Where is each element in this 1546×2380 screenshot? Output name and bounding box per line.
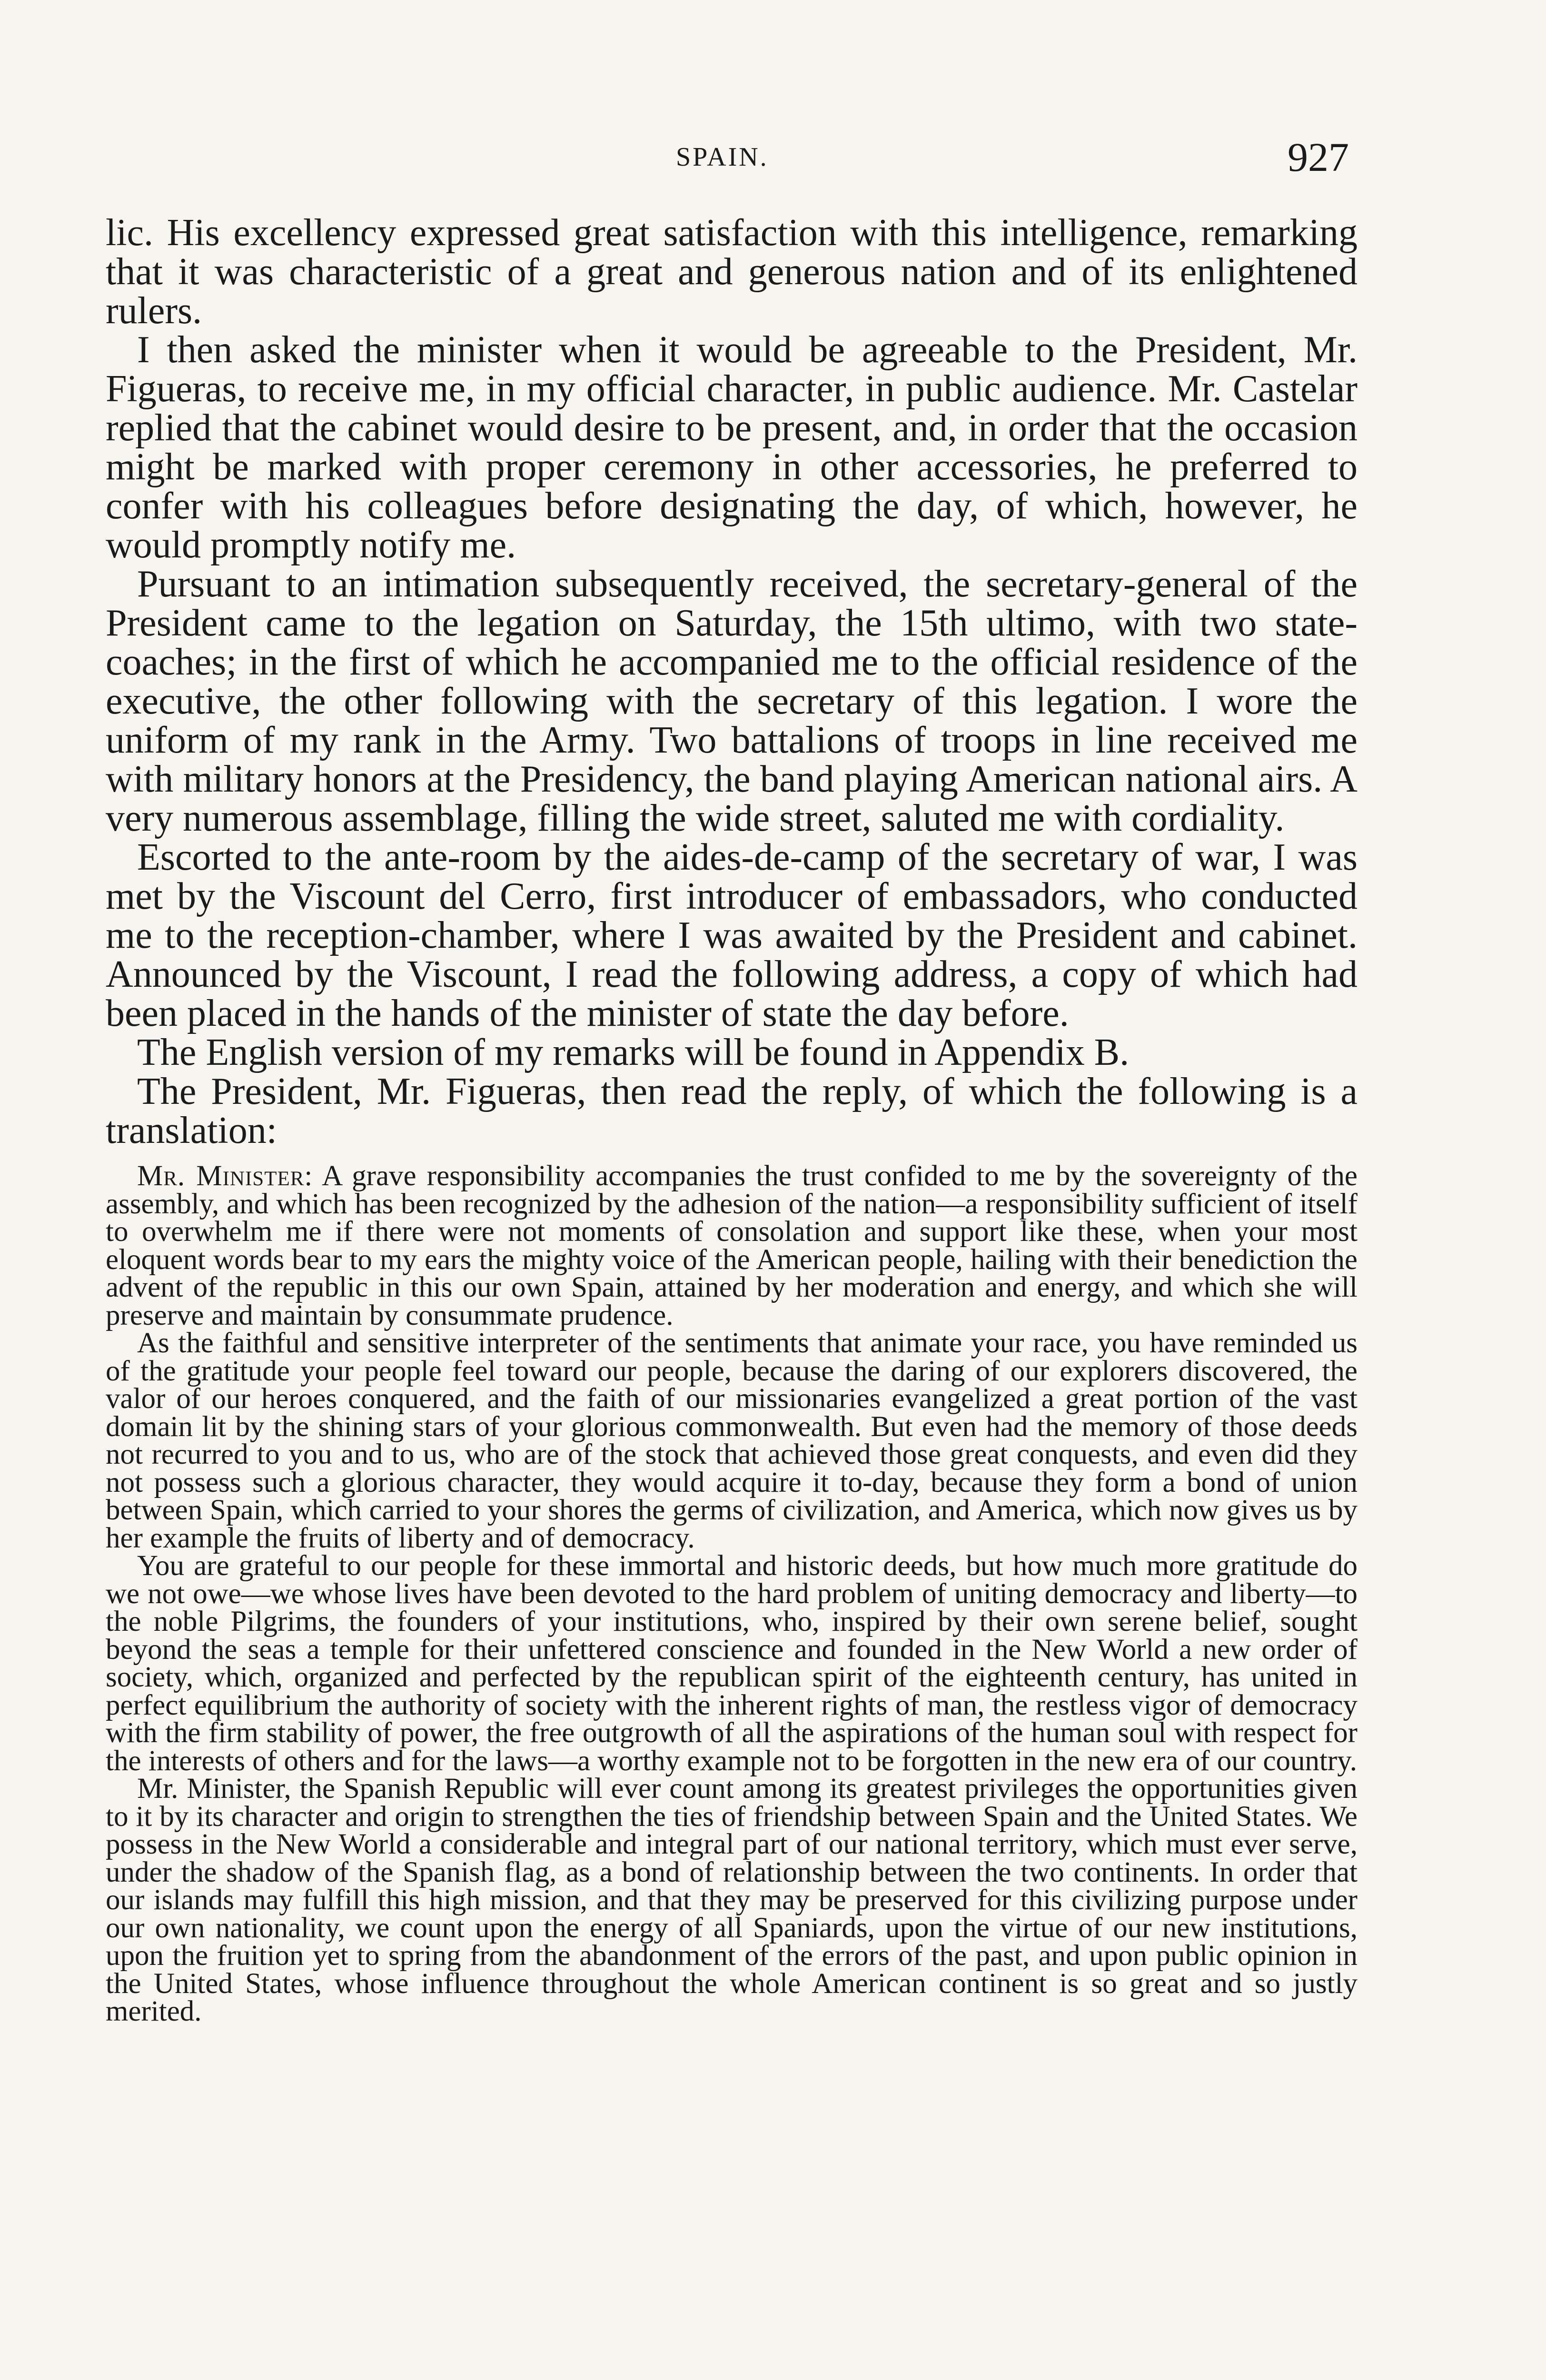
paragraph-reception-chamber: Escorted to the ante-room by the aides-de-camp of the secretary of war, I was met by the Viscount del Cerro, first introducer of embassadors, who conducted me to the reception-chamber, where I was awaited by the President and cabinet. Announced by the Viscount, I read the following address, a copy of which had been placed in the hands of the minister of state the day before. <box>106 836 1358 1034</box>
quote-paragraph: Mr. Minister, the Spanish Republic will ever count among its greatest privileges the opportunities given to it by its character and origin to strengthen the ties of friendship between Spain and the United States. We possess in the New World a considerable and integral part of our national territory, which must ever serve, under the shadow of the Spanish flag, as a bond of relationship between the two continents. In order that our islands may fulfill this high mission, and that they may be preserved for this civilizing purpose under our own nationality, we count upon the energy of all Spaniards, upon the virtue of our new institutions, upon the fruition yet to spring from the abandonment of the errors of the past, and upon public opinion in the United States, whose influence throughout the whole American continent is so great and so justly merited. <box>106 1773 1358 2027</box>
running-title: SPAIN. <box>676 142 769 172</box>
quote-paragraph: You are grateful to our people for these immortal and historic deeds, but how much more gratitude do we not owe—we whose lives have been devoted to the hard problem of uniting democracy and liberty—to the noble Pilgrims, the founders of your institutions, who, inspired by their own serene belief, sought beyond the seas a temple for their unfettered conscience and founded in the New World a new order of society, which, organized and perfected by the republican spirit of the eighteenth century, has united in perfect equilibrium the authority of society with the inherent rights of man, the restless vigor of democracy with the firm stability of power, the free outgrowth of all the aspirations of the human soul with respect for the interests of others and for the laws—a worthy example not to be forgotten in the new era of our country. <box>106 1550 1358 1777</box>
running-head <box>0 133 1546 180</box>
quote-paragraph-text: A grave responsibility accompanies the trust confided to me by the sovereignty of the assembly, and which has been recognized by the adhesion of the nation—a responsibility sufficient of itself to overwhelm me if there were not moments of consolation and support like these, when your most eloquent words bear to my ears the mighty voice of the American people, hailing with their benediction the advent of the republic in this our own Spain, attained by her moderation and energy, and which she will preserve and maintain by consummate prudence. <box>106 1160 1358 1331</box>
paragraph-reception-procession: Pursuant to an intimation subsequently received, the secretary-general of the President came to the legation on Saturday, the 15th ultimo, with two state-coaches; in the first of which he accompanied me to the official residence of the executive, the other following with the secretary of this legation. I wore the uniform of my rank in the Army. Two battalions of troops in line received me with military honors at the Presidency, the band playing American national airs. A very numerous assemblage, filling the wide street, saluted me with cordiality. <box>106 563 1358 839</box>
quote-paragraph: As the faithful and sensitive interpreter of the sentiments that animate your race, you have reminded us of the gratitude your people feel toward our people, because the daring of our explorers discovered, the valor of our heroes conquered, and the faith of our missionaries evangelized a great portion of the vast domain lit by the shining stars of your glorious commonwealth. But even had the memory of those deeds not recurred to you and to us, who are of the stock that achieved those great conquests, and even did they not possess such a glorious character, they would acquire it to-day, because they form a bond of union between Spain, which carried to your shores the germs of civilization, and America, which now gives us by her example the fruits of liberty and of democracy. <box>106 1327 1358 1554</box>
paragraph-continuation: lic. His excellency expressed great satisfaction with this intelligence, remarking that it was characteristic of a great and generous nation and of its enlightened rulers. <box>106 212 1358 332</box>
paragraph-appendix-note: The English version of my remarks will be found in Appendix B. <box>137 1031 1130 1073</box>
paragraph-audience-request: I then asked the minister when it would be agreeable to the President, Mr. Figueras, to receive me, in my official character, in public audience. Mr. Castelar replied that the cabinet would desire to be present, and, in order that the occasion might be marked with proper ceremony in other accessories, he preferred to confer with his colleagues before designating the day, of which, however, he would promptly notify me. <box>106 329 1358 566</box>
presidential-reply-quote <box>106 1162 1358 2026</box>
body-text <box>106 213 1358 2026</box>
quote-paragraph <box>106 1162 1358 1329</box>
quote-salutation: Mr. Minister: <box>137 1160 313 1192</box>
page-number: 927 <box>1288 134 1349 180</box>
paragraph-reply-intro: The President, Mr. Figueras, then read the reply, of which the following is a translation: <box>106 1071 1358 1151</box>
